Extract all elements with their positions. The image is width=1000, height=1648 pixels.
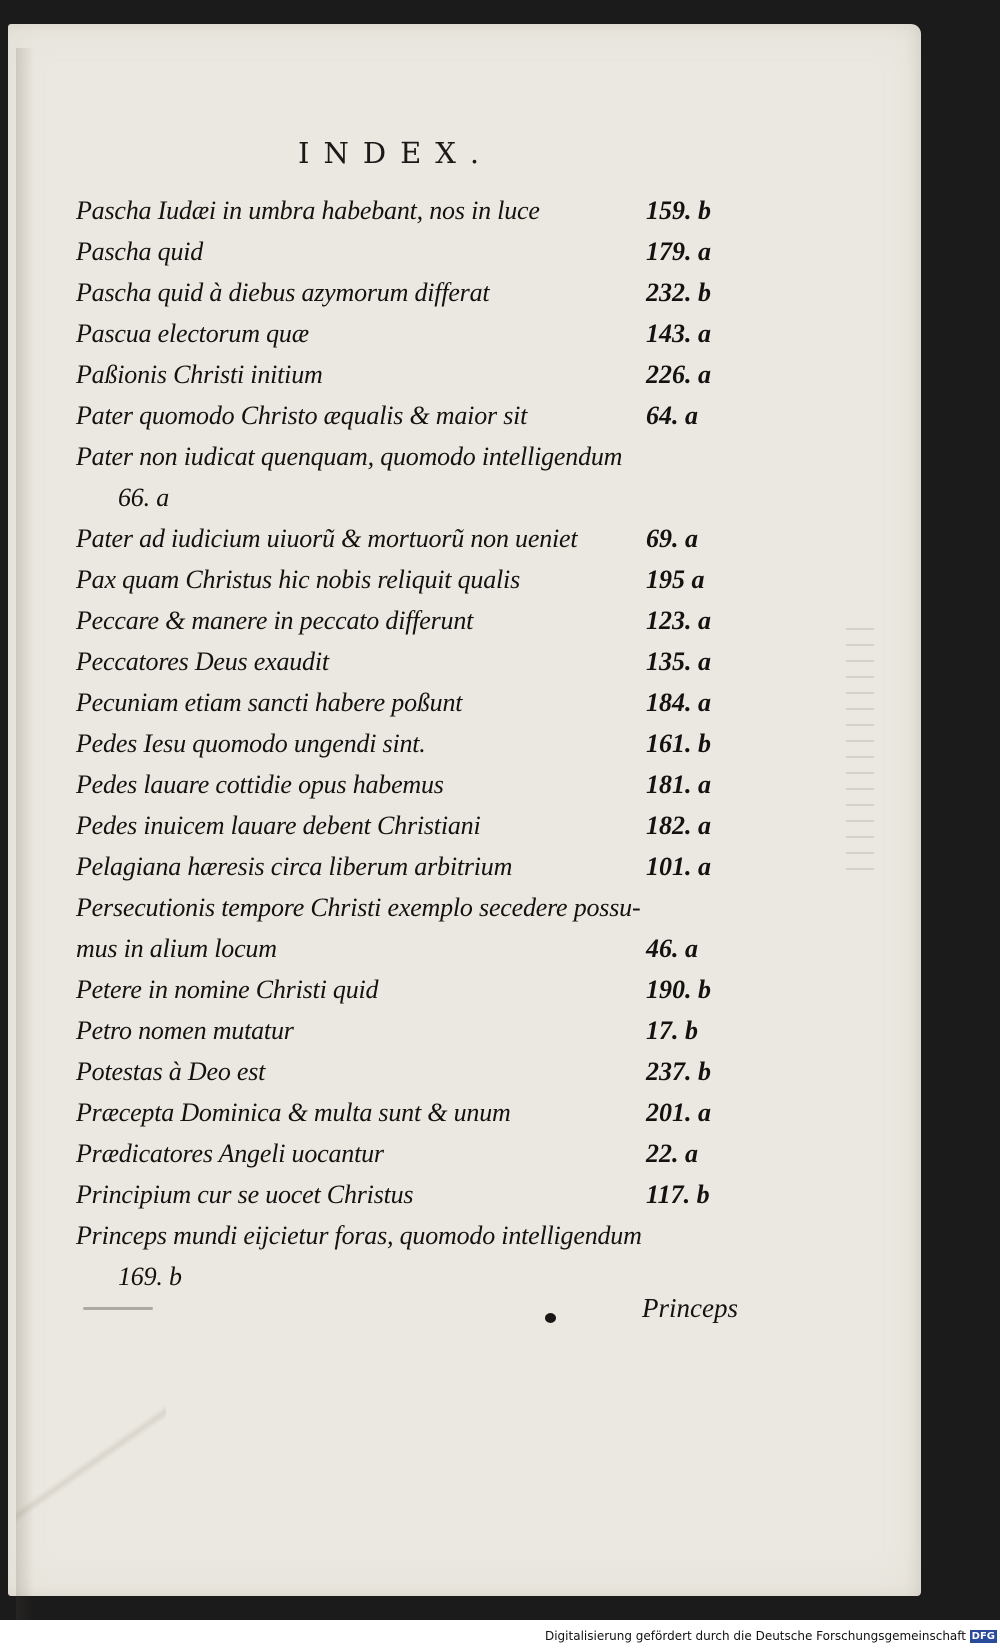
footer-credit: Digitalisierung gefördert durch die Deutsche Forschungsgemeinschaft xyxy=(544,1629,966,1643)
index-entry xyxy=(76,231,746,272)
entry-text: Pater non iudicat quenquam, quomodo intelligendum xyxy=(76,442,623,471)
entry-text: Princeps mundi eijcietur foras, quomodo intelligendum xyxy=(76,1221,642,1250)
footer-bar xyxy=(0,1620,1000,1648)
entry-text: Petro nomen mutatur xyxy=(76,1016,294,1045)
entry-text: Potestas à Deo est xyxy=(76,1057,266,1086)
entry-page-ref: 17. b xyxy=(646,1016,698,1045)
entry-text: Pelagiana hæresis circa liberum arbitrium xyxy=(76,852,513,881)
entry-page-ref: 190. b xyxy=(646,975,711,1004)
entry-page-ref: 135. a xyxy=(646,647,711,676)
entry-text: Pax quam Christus hic nobis reliquit qualis xyxy=(76,565,521,594)
entry-text: Peccatores Deus exaudit xyxy=(76,647,329,676)
index-entry xyxy=(76,1051,746,1092)
entry-page-ref: 161. b xyxy=(646,729,711,758)
index-entry xyxy=(76,928,746,969)
entry-text: Pascha quid xyxy=(76,237,204,266)
index-entry xyxy=(76,682,746,723)
entry-page-ref: 226. a xyxy=(646,360,711,389)
entry-text: Pecuniam etiam sancti habere poßunt xyxy=(76,688,463,717)
index-entry xyxy=(76,436,746,477)
entry-page-ref: 237. b xyxy=(646,1057,711,1086)
entry-text: Præcepta Dominica & multa sunt & unum xyxy=(76,1098,511,1127)
entry-text: Pater ad iudicium uiuorũ & mortuorũ non ueniet xyxy=(76,524,578,553)
index-entry xyxy=(76,559,746,600)
catchword: Princeps xyxy=(642,1293,738,1323)
index-entry xyxy=(76,1092,746,1133)
entry-page-ref: 195 a xyxy=(646,565,705,594)
index-entry-list xyxy=(76,190,746,1297)
entry-text: Prædicatores Angeli uocantur xyxy=(76,1139,384,1168)
book-page xyxy=(8,24,921,1596)
entry-text: Petere in nomine Christi quid xyxy=(76,975,379,1004)
index-entry xyxy=(76,477,746,518)
index-entry xyxy=(76,723,746,764)
page-fold xyxy=(16,1339,166,1589)
entry-page-ref: 69. a xyxy=(646,524,698,553)
entry-text: Pascha quid à diebus azymorum differat xyxy=(76,278,490,307)
entry-page-ref: 181. a xyxy=(646,770,711,799)
index-entry xyxy=(76,805,746,846)
entry-page-ref: 46. a xyxy=(646,934,698,963)
entry-page-ref: 101. a xyxy=(646,852,711,881)
entry-text: Pedes Iesu quomodo ungendi sint. xyxy=(76,729,426,758)
entry-text: mus in alium locum xyxy=(76,934,277,963)
entry-text: Peccare & manere in peccato differunt xyxy=(76,606,474,635)
index-entry xyxy=(76,764,746,805)
entry-text: 169. b xyxy=(118,1262,182,1291)
printer-dot-mark xyxy=(545,1313,556,1323)
entry-text: Pater quomodo Christo æqualis & maior sit xyxy=(76,401,528,430)
running-head: INDEX. xyxy=(298,136,494,170)
index-entry xyxy=(76,313,746,354)
index-entry xyxy=(76,969,746,1010)
entry-text: Persecutionis tempore Christi exemplo secedere possu- xyxy=(76,893,641,922)
index-entry xyxy=(76,1256,746,1297)
entry-text: 66. a xyxy=(118,483,170,512)
index-entry xyxy=(76,190,746,231)
entry-page-ref: 159. b xyxy=(646,196,711,225)
entry-text: Pascha Iudæi in umbra habebant, nos in luce xyxy=(76,196,540,225)
index-entry xyxy=(76,600,746,641)
entry-page-ref: 64. a xyxy=(646,401,698,430)
entry-page-ref: 232. b xyxy=(646,278,711,307)
show-through-marks xyxy=(846,614,874,884)
index-entry xyxy=(76,518,746,559)
index-entry xyxy=(76,395,746,436)
entry-text: Pascua electorum quæ xyxy=(76,319,309,348)
entry-page-ref: 22. a xyxy=(646,1139,698,1168)
index-entry xyxy=(76,1010,746,1051)
index-entry xyxy=(76,887,746,928)
index-entry xyxy=(76,1215,746,1256)
entry-page-ref: 179. a xyxy=(646,237,711,266)
entry-page-ref: 117. b xyxy=(646,1180,710,1209)
entry-page-ref: 184. a xyxy=(646,688,711,717)
entry-text: Paßionis Christi initium xyxy=(76,360,323,389)
entry-text: Pedes inuicem lauare debent Christiani xyxy=(76,811,481,840)
entry-page-ref: 201. a xyxy=(646,1098,711,1127)
index-entry xyxy=(76,354,746,395)
entry-text: Pedes lauare cottidie opus habemus xyxy=(76,770,444,799)
entry-text: Principium cur se uocet Christus xyxy=(76,1180,414,1209)
index-entry xyxy=(76,641,746,682)
entry-page-ref: 143. a xyxy=(646,319,711,348)
index-entry xyxy=(76,1133,746,1174)
index-entry xyxy=(76,1174,746,1215)
index-entry xyxy=(76,846,746,887)
ink-smudge xyxy=(83,1307,153,1310)
dfg-logo: DFG xyxy=(971,1631,995,1642)
entry-page-ref: 182. a xyxy=(646,811,711,840)
index-entry xyxy=(76,272,746,313)
entry-page-ref: 123. a xyxy=(646,606,711,635)
